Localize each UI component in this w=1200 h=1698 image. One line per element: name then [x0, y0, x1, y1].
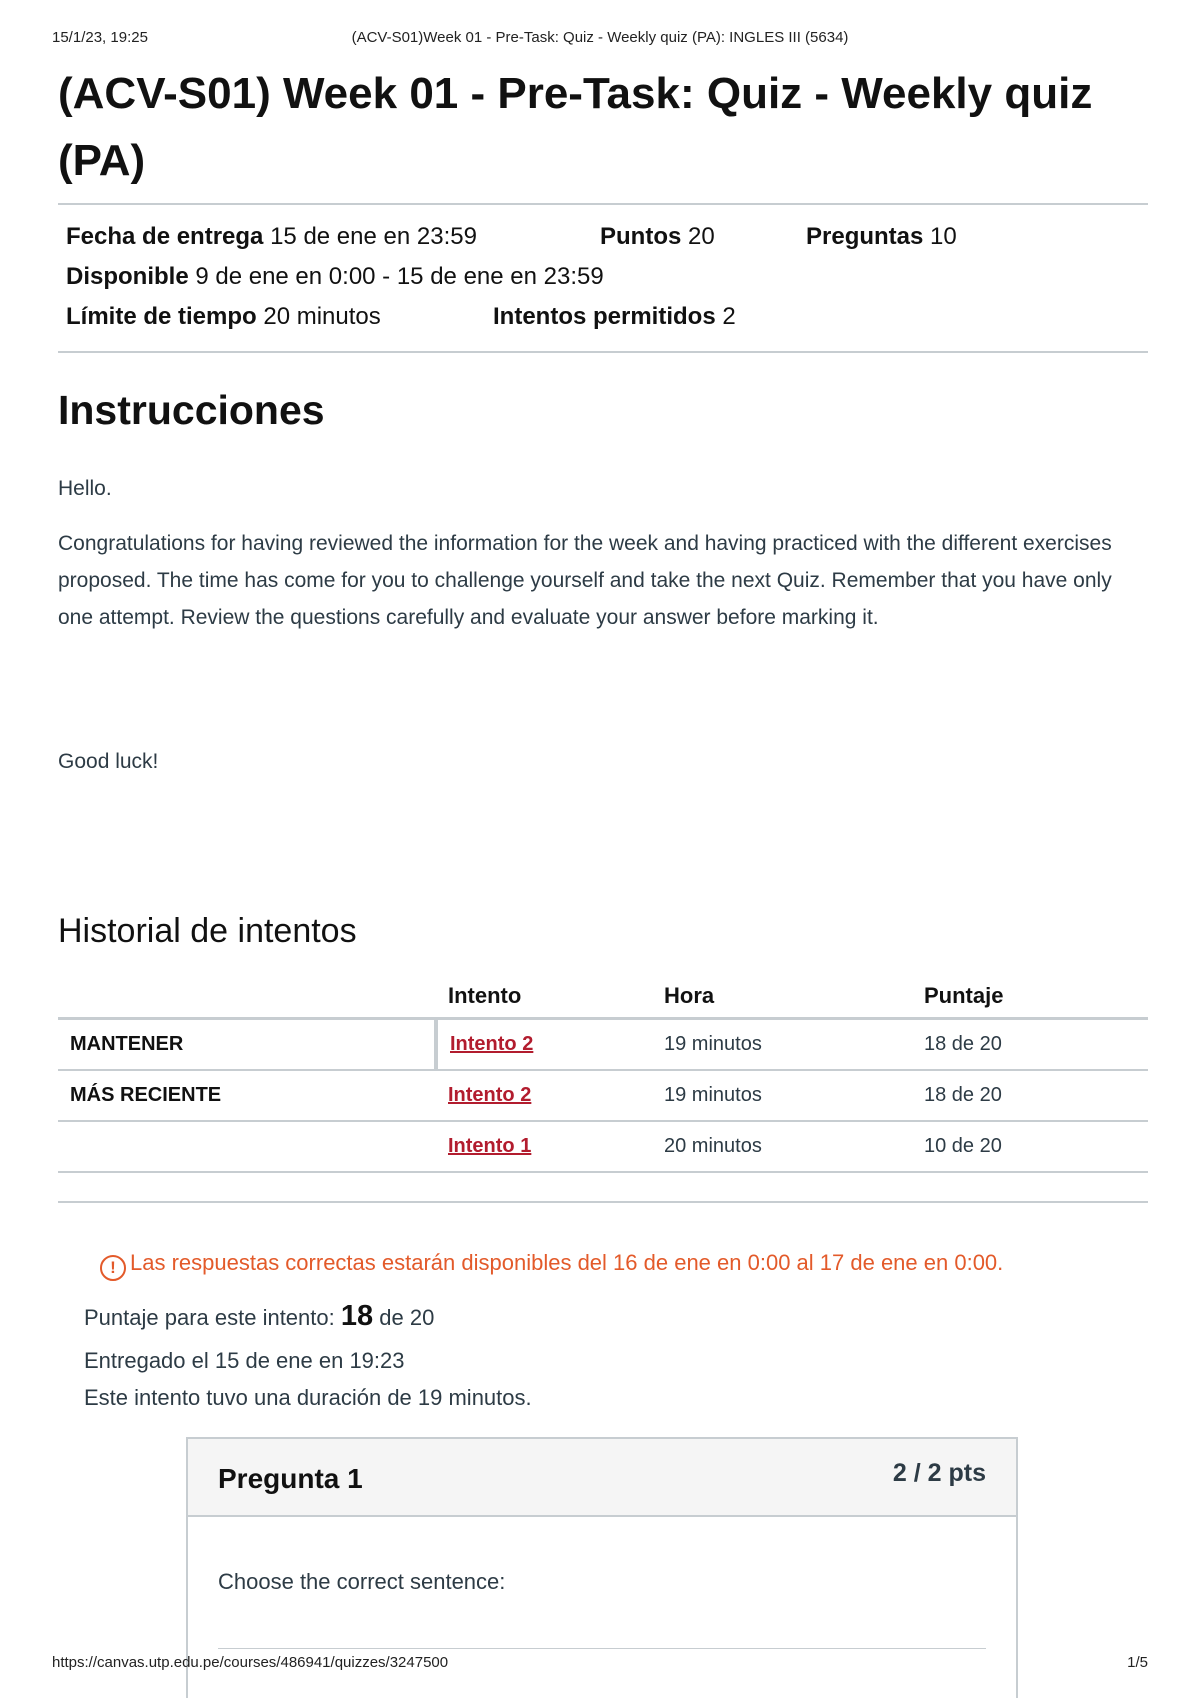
questions: [806, 223, 957, 251]
points-value: 20: [688, 223, 715, 250]
attempt-link[interactable]: Intento 2: [448, 1084, 532, 1106]
attempt-cell: [436, 1070, 664, 1121]
column-header-attempt: Intento: [448, 983, 522, 1008]
instructions-heading: Instrucciones: [58, 387, 325, 433]
attempts-value: 2: [722, 303, 736, 330]
divider: [58, 1201, 1148, 1203]
question-title: Pregunta 1: [218, 1463, 363, 1494]
column-header: [58, 975, 436, 1019]
print-footer: [52, 1654, 1148, 1674]
page-title: (ACV-S01) Week 01 - Pre-Task: Quiz - Weekly quiz (PA): [58, 69, 1093, 185]
question-header: [188, 1439, 1016, 1517]
table-header-row: [58, 975, 1148, 1019]
attempt-link[interactable]: Intento 1: [448, 1135, 532, 1157]
available-value: 9 de ene en 0:00 - 15 de ene en 23:59: [195, 263, 604, 290]
time-limit-value: 20 minutos: [263, 303, 381, 330]
question-points: 2 / 2 pts: [892, 1459, 986, 1487]
available-label: Disponible: [66, 263, 189, 290]
score-value: 18: [340, 1300, 374, 1332]
table-row: [58, 1019, 1148, 1071]
instructions-closing: Good luck!: [58, 750, 159, 773]
notice-text: Las respuestas correctas estarán disponibles del 16 de ene en 0:00 al 17 de ene en 0:00.: [130, 1250, 1004, 1275]
points: [600, 223, 715, 251]
divider: [58, 203, 1148, 205]
attempt-link[interactable]: Intento 2: [450, 1033, 534, 1055]
page-number: 1/5: [1127, 1654, 1148, 1671]
attempt-history-heading: Historial de intentos: [58, 912, 357, 950]
questions-label: Preguntas: [806, 223, 924, 250]
instructions-body: Congratulations for having reviewed the information for the week and having practiced with the different exercises proposed. The time has come for you to challenge yourself and take the next Quiz. Remember that you have only one attempt. Review the questions carefully and evaluate your answer before marking it.: [58, 532, 1112, 629]
questions-value: 10: [930, 223, 957, 250]
print-doc-title: (ACV-S01)Week 01 - Pre-Task: Quiz - Weekly quiz (PA): INGLES III (5634): [351, 29, 849, 46]
allowed-attempts: [493, 303, 736, 331]
time-cell: 19 minutos: [664, 1070, 924, 1121]
print-header: [52, 29, 1148, 49]
time-limit: [66, 303, 381, 331]
exclamation-circle-icon: !: [100, 1255, 126, 1281]
points-label: Puntos: [600, 223, 682, 250]
attempt-duration: Este intento tuvo una duración de 19 minutos.: [84, 1385, 532, 1410]
instructions-greeting: Hello.: [58, 477, 112, 500]
time-cell: 20 minutos: [664, 1121, 924, 1172]
time-cell: 19 minutos: [664, 1019, 924, 1071]
attempt-cell: [436, 1019, 664, 1071]
answer-divider: [218, 1648, 986, 1649]
column-header-score: Puntaje: [924, 983, 1004, 1008]
attempts-label: Intentos permitidos: [493, 303, 716, 330]
attempt-history-table: [58, 975, 1148, 1173]
score-suffix: de 20: [379, 1305, 435, 1330]
score-cell: 18 de 20: [924, 1070, 1148, 1121]
table-row: [58, 1070, 1148, 1121]
due-value: 15 de ene en 23:59: [270, 223, 477, 250]
score-cell: 18 de 20: [924, 1019, 1148, 1071]
attempt-score: [84, 1300, 434, 1333]
time-limit-label: Límite de tiempo: [66, 303, 257, 330]
row-label: [58, 1121, 436, 1172]
due-date: [66, 223, 477, 251]
column-header-time: Hora: [664, 983, 715, 1008]
table-row: [58, 1121, 1148, 1172]
due-label: Fecha de entrega: [66, 223, 264, 250]
attempt-cell: [436, 1121, 664, 1172]
print-url: https://canvas.utp.edu.pe/courses/486941/quizzes/3247500: [52, 1654, 449, 1671]
score-prefix: Puntaje para este intento:: [84, 1305, 335, 1330]
score-cell: 10 de 20: [924, 1121, 1148, 1172]
availability: [66, 263, 604, 291]
print-date: 15/1/23, 19:25: [52, 29, 148, 46]
answers-availability-notice: [100, 1250, 1003, 1281]
divider: [58, 351, 1148, 353]
question-text: Choose the correct sentence:: [218, 1569, 506, 1594]
row-label: MANTENER: [58, 1019, 436, 1071]
row-label: MÁS RECIENTE: [58, 1070, 436, 1121]
submitted-date: Entregado el 15 de ene en 19:23: [84, 1348, 405, 1373]
